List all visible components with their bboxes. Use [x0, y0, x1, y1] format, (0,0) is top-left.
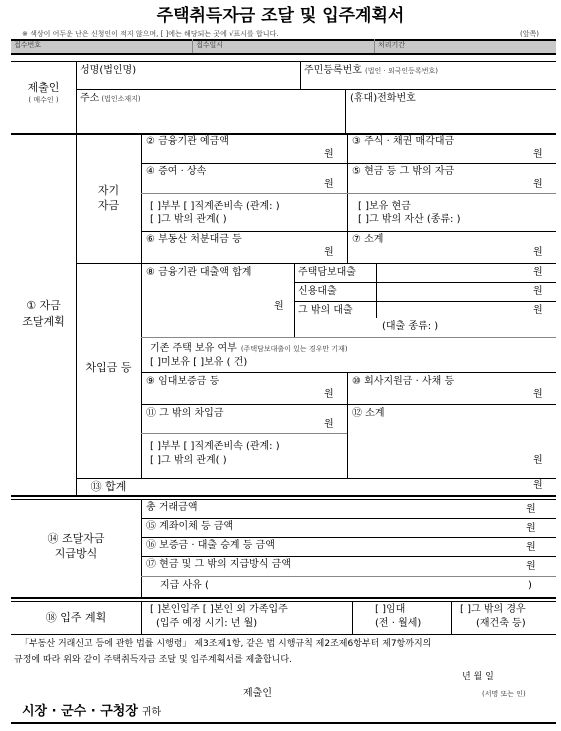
other-borrow-field[interactable]: ⑪ 그 밖의 차입금 [146, 408, 224, 419]
won-unit: 원 [533, 455, 543, 466]
reg-no-field-label[interactable]: 주민등록번호 (법인 · 외국인등록번호) [304, 65, 438, 76]
name-field-label[interactable]: 성명(법인명) [80, 65, 137, 76]
won-unit: 원 [533, 389, 543, 400]
loan-total-field[interactable]: ⑧ 금융기관 대출액 합계 [146, 267, 252, 278]
payment-label-1: ⑭ 조달자금 [47, 532, 105, 545]
mortgage-loan-field[interactable]: 주택담보대출 [298, 267, 356, 278]
recipient-title: 시장 · 군수 · 구청장 귀하 [22, 704, 162, 719]
submitter-signature-label: 제출인 [243, 688, 272, 699]
credit-loan-field[interactable]: 신용대출 [298, 286, 337, 297]
borrow-other-relation[interactable]: [ ]그 밖의 관계( ) [150, 455, 227, 466]
page-title: 주택취득자금 조달 및 입주계획서 [156, 6, 405, 26]
cash-other-payment-field[interactable]: ⑰ 현금 및 그 밖의 지급방식 금액 [146, 559, 291, 570]
cash-held-checkbox[interactable]: [ ]보유 현금 [358, 201, 411, 212]
submitter-label: 제출인 [27, 81, 60, 94]
total-label: ⑬ 합계 [90, 480, 127, 493]
existing-house-question: 기존 주택 보유 여부 (주택담보대출이 있는 경우만 기재) [150, 343, 348, 354]
move-in-rent-type: (전 · 월세) [375, 618, 422, 629]
transfer-amount-field[interactable]: ⑮ 계좌이체 등 금액 [146, 521, 234, 532]
other-asset-checkbox[interactable]: [ ]그 밖의 자산 (종류: ) [358, 214, 461, 225]
move-in-rent-option[interactable]: [ ]임대 [375, 604, 406, 615]
loan-type-field[interactable]: (대출 종류: ) [382, 321, 439, 332]
other-loan-field[interactable]: 그 밖의 대출 [298, 305, 353, 316]
payment-reason-close: ) [528, 580, 532, 591]
funding-plan-label-1: ① 자금 [26, 299, 61, 312]
won-unit: 원 [526, 523, 536, 534]
deposit-field[interactable]: ② 금융기관 예금액 [146, 136, 229, 147]
signature-note[interactable]: (서명 또는 인) [482, 690, 526, 698]
won-unit: 원 [324, 419, 334, 430]
receipt-no-label: 접수번호 [14, 41, 42, 49]
legal-statement-line-1: 「부동산 거래신고 등에 관한 법률 시행령」 제3조제1항, 같은 법 시행규칙 제2조제6항부터 제7항까지의 [20, 639, 432, 649]
won-unit: 원 [324, 247, 334, 258]
company-loan-field[interactable]: ⑩ 회사지원금 · 사채 등 [352, 376, 455, 387]
borrow-relation-checkboxes[interactable]: [ ]부부 [ ]직계존비속 (관계: ) [150, 441, 280, 452]
move-in-date-field[interactable]: (입주 예정 시기: 년 월) [156, 618, 258, 629]
property-sale-field[interactable]: ⑥ 부동산 처분대금 등 [146, 234, 242, 245]
receipt-date-label: 접수일시 [196, 41, 224, 49]
own-funds-label-1: 자기 [97, 184, 120, 197]
own-funds-label-2: 자금 [97, 199, 120, 212]
processing-period-label: 처리기간 [378, 41, 406, 49]
won-unit: 원 [533, 179, 543, 190]
gift-relation-checkboxes[interactable]: [ ]부부 [ ]직계존비속 (관계: ) [150, 201, 280, 212]
won-unit: 원 [533, 286, 543, 297]
lease-deposit-field[interactable]: ⑨ 임대보증금 등 [146, 376, 220, 387]
won-unit: 원 [324, 389, 334, 400]
won-unit: 원 [533, 480, 543, 491]
phone-field-label[interactable]: (휴대)전화번호 [350, 93, 416, 104]
gift-other-relation[interactable]: [ ]그 밖의 관계( ) [150, 214, 227, 225]
payment-reason-field[interactable]: 지급 사유 ( [160, 580, 209, 591]
move-in-other-option[interactable]: [ ]그 밖의 경우 [460, 604, 526, 615]
total-price-field[interactable]: 총 거래금액 [146, 502, 198, 513]
won-unit: 원 [533, 247, 543, 258]
legal-statement-line-2: 규정에 따라 위와 같이 주택취득자금 조달 및 입주계획서를 제출합니다. [14, 655, 292, 665]
payment-label-2: 지급방식 [54, 547, 98, 560]
won-unit: 원 [533, 149, 543, 160]
submission-date[interactable]: 년 월 일 [462, 672, 494, 682]
won-unit: 원 [526, 561, 536, 572]
stocks-field[interactable]: ③ 주식 · 채권 매각대금 [352, 136, 455, 147]
move-in-other-example: (재건축 등) [476, 618, 526, 629]
deposit-loan-assume-field[interactable]: ⑯ 보증금 · 대출 승계 등 금액 [146, 540, 275, 551]
gift-field[interactable]: ④ 증여 · 상속 [146, 166, 207, 177]
funding-plan-label-2: 조달계획 [22, 315, 65, 328]
won-unit: 원 [526, 542, 536, 553]
won-unit: 원 [324, 179, 334, 190]
won-unit: 원 [526, 504, 536, 515]
won-unit: 원 [274, 301, 284, 312]
move-in-plan-label: ⑱ 입주 계획 [45, 611, 107, 624]
own-subtotal-field[interactable]: ⑦ 소계 [352, 234, 384, 245]
address-field-label[interactable]: 주소 (법인소재지) [80, 93, 141, 104]
instruction-note: ※ 색상이 어두운 난은 신청인이 적지 않으며, [ ]에는 해당되는 곳에 √표시를 합니다. [22, 30, 279, 38]
won-unit: 원 [324, 149, 334, 160]
won-unit: 원 [533, 267, 543, 278]
move-in-self-option[interactable]: [ ]본인입주 [ ]본인 외 가족입주 [150, 604, 288, 615]
borrowed-subtotal-field[interactable]: ⑫ 소계 [352, 408, 385, 419]
won-unit: 원 [533, 305, 543, 316]
page-side: (앞쪽) [520, 30, 539, 38]
receipt-row [11, 39, 556, 53]
existing-house-options[interactable]: [ ]미보유 [ ]보유 ( 건) [150, 357, 248, 368]
submitter-sub-label: ( 매수인 ) [28, 96, 59, 104]
cash-field[interactable]: ⑤ 현금 등 그 밖의 자금 [352, 166, 455, 177]
borrowed-label: 차입금 등 [85, 361, 132, 374]
